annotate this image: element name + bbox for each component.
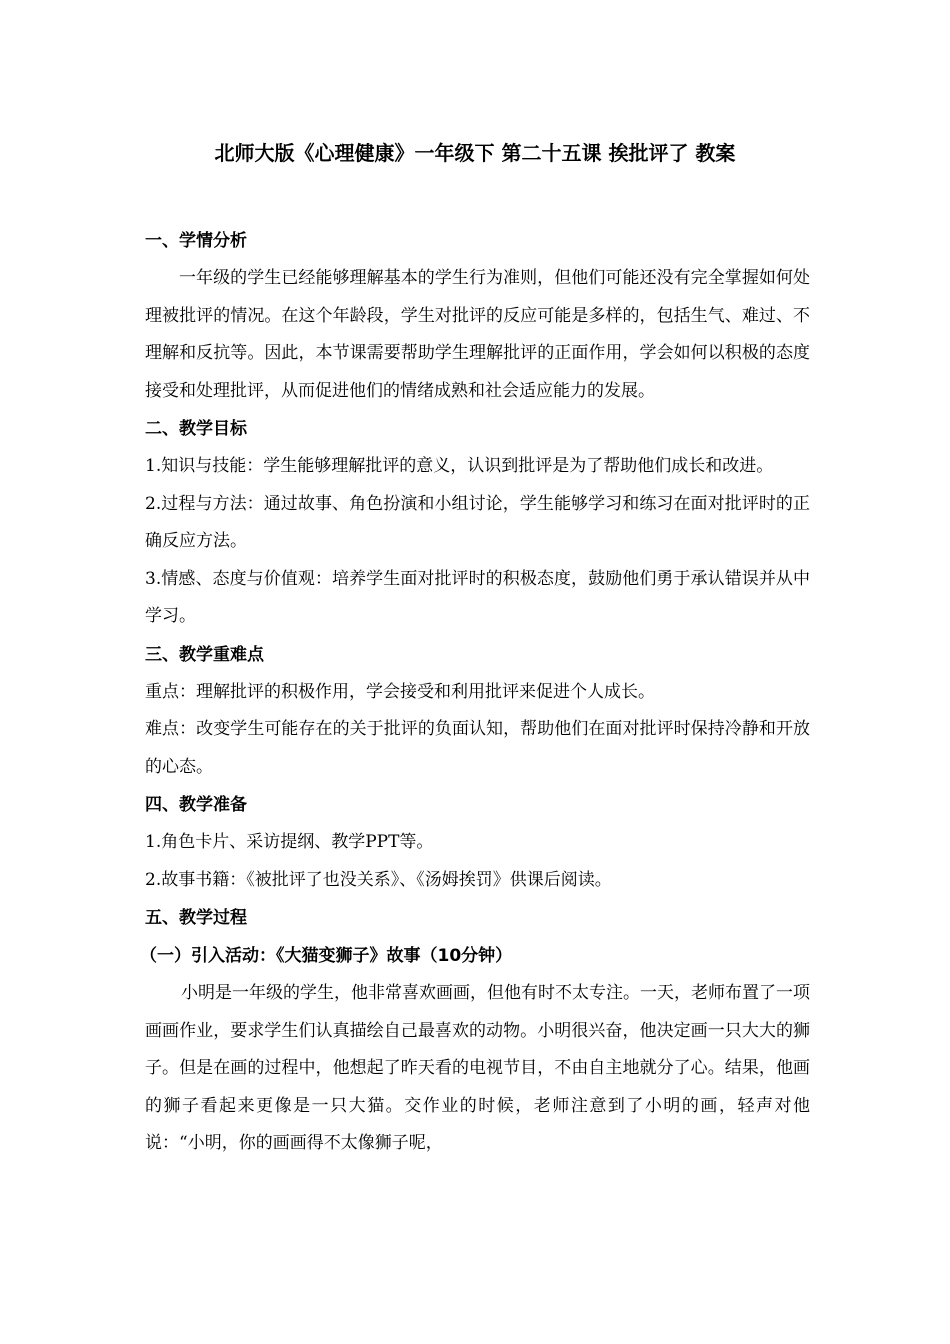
- teaching-goal-item: 2.过程与方法：通过故事、角色扮演和小组讨论，学生能够学习和练习在面对批评时的正确反应方法。: [145, 493, 810, 551]
- document-title: 北师大版《心理健康》一年级下 第二十五课 挨批评了 教案: [214, 141, 736, 165]
- learner-analysis-paragraph: 一年级的学生已经能够理解基本的学生行为准则，但他们可能还没有完全掌握如何处理被批评的情况。在这个年龄段，学生对批评的反应可能是多样的，包括生气、难过、不理解和反抗等。因此，本节课需要帮助学生理解批评的正面作用，学会如何以积极的态度接受和处理批评，从而促进他们的情绪成熟和社会适应能力的发展。: [145, 268, 810, 401]
- section-heading-teaching-goals: 二、教学目标: [145, 419, 247, 439]
- teaching-goal-item: 3.情感、态度与价值观：培养学生面对批评时的积极态度，鼓励他们勇于承认错误并从中学习。: [145, 568, 810, 626]
- section-heading-preparation: 四、教学准备: [145, 795, 247, 815]
- story-paragraph: 小明是一年级的学生，他非常喜欢画画，但他有时不太专注。一天，老师布置了一项画画作业，要求学生们认真描绘自己最喜欢的动物。小明很兴奋，他决定画一只大大的狮子。但是在画的过程中，他想起了昨天看的电视节目，不由自主地就分了心。结果，他画的狮子看起来更像是一只大猫。交作业的时候，老师注意到了小明的画，轻声对他说：“小明，你的画画得不太像狮子呢，: [145, 983, 810, 1153]
- document-body: [140, 222, 810, 1163]
- preparation-item: 1.角色卡片、采访提纲、教学PPT等。: [145, 832, 434, 852]
- preparation-item: 2.故事书籍：《被批评了也没关系》、《汤姆挨罚》供课后阅读。: [145, 869, 612, 890]
- difficulty-item: 难点：改变学生可能存在的关于批评的负面认知，帮助他们在面对批评时保持冷静和开放的心态。: [145, 719, 810, 777]
- section-heading-learner-analysis: 一、学情分析: [145, 231, 247, 251]
- teaching-goal-item: 1.知识与技能：学生能够理解批评的意义，认识到批评是为了帮助他们成长和改进。: [145, 456, 774, 476]
- section-heading-teaching-process: 五、教学过程: [145, 908, 247, 928]
- key-point-item: 重点：理解批评的积极作用，学会接受和利用批评来促进个人成长。: [145, 681, 655, 702]
- section-heading-key-difficulties: 三、教学重难点: [145, 644, 264, 665]
- subsection-heading-intro-activity: （一）引入活动：《大猫变狮子》故事（10分钟）: [140, 946, 513, 966]
